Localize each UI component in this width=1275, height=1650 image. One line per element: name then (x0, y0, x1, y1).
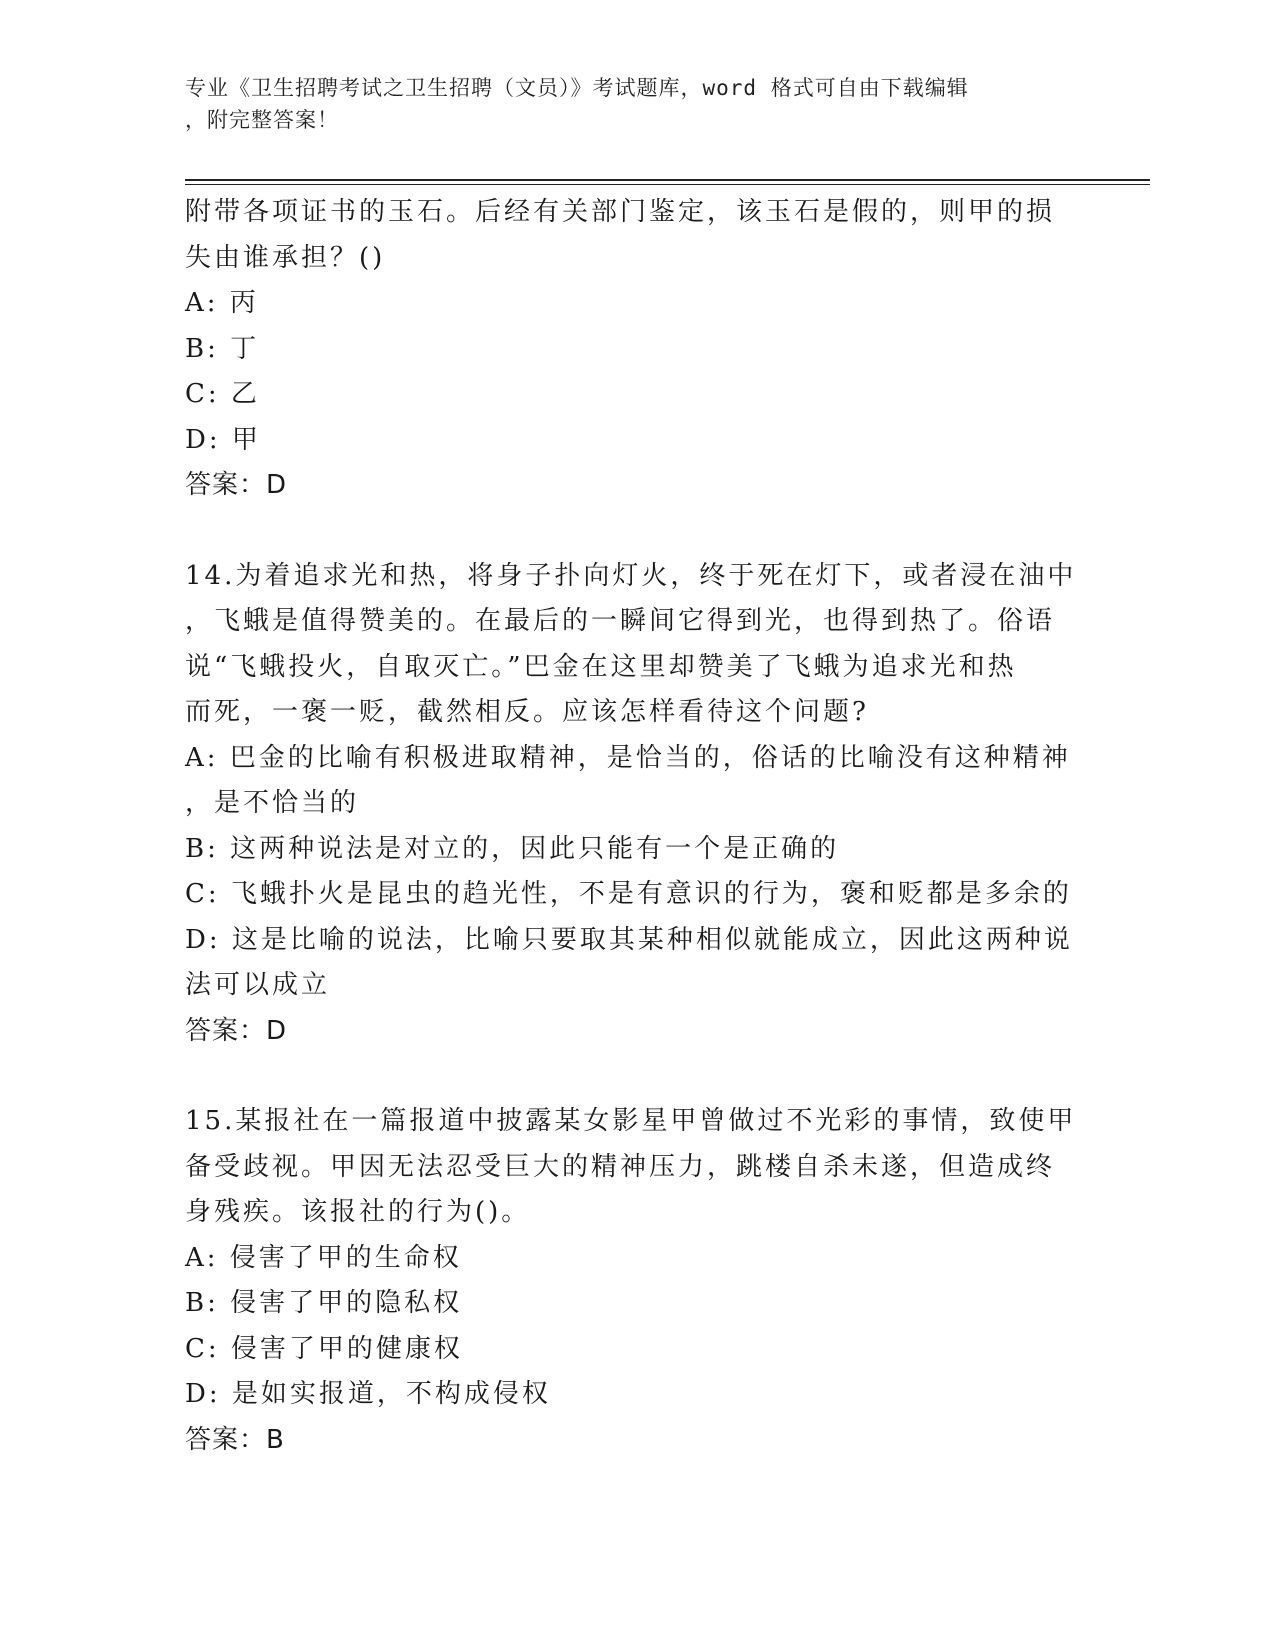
option-d-continued: 法可以成立 (185, 970, 331, 1000)
question-stem-line: 失由谁承担？() (185, 242, 386, 273)
spacer (185, 1054, 1085, 1099)
option-b: B: 这两种说法是对立的，因此只能有一个是正确的 (185, 833, 840, 864)
question-stem-line: 14.为着追求光和热，将身子扑向灯火，终于死在灯下，或者浸在油中 (185, 560, 1077, 591)
question-stem-line: 附带各项证书的玉石。后经有关部门鉴定，该玉石是假的，则甲的损 (185, 197, 1056, 227)
option-a: A: 侵害了甲的生命权 (185, 1242, 462, 1273)
option-c: C: 飞蛾扑火是昆虫的趋光性，不是有意识的行为，褒和贬都是多余的 (185, 879, 1072, 909)
question-stem-line: 身残疾。该报社的行为()。 (185, 1197, 531, 1227)
question-13 (185, 190, 1085, 509)
spacer (185, 509, 1085, 554)
header-line-1: 专业《卫生招聘考试之卫生招聘（文员）》考试题库，word 格式可自由下载编辑 (185, 76, 969, 100)
question-15 (185, 1099, 1085, 1463)
header-divider-thin (185, 184, 1150, 185)
option-d: D: 是如实报道，不构成侵权 (185, 1379, 551, 1409)
option-b: B: 侵害了甲的隐私权 (185, 1288, 463, 1318)
option-a: A: 巴金的比喻有积极进取精神，是恰当的，俗话的比喻没有这种精神 (185, 742, 1071, 773)
option-d: D: 甲 (185, 424, 261, 455)
option-b: B: 丁 (185, 333, 260, 364)
answer-line: 答案：B (185, 1424, 285, 1455)
option-d: D: 这是比喻的说法，比喻只要取其某种相似就能成立，因此这两种说 (185, 924, 1073, 955)
answer-line: 答案：D (185, 1015, 288, 1046)
question-stem-line: 备受歧视。甲因无法忍受巨大的精神压力，跳楼自杀未遂，但造成终 (185, 1151, 1056, 1182)
header-line-2: ，附完整答案！ (185, 108, 339, 132)
question-stem-line: 15.某报社在一篇报道中披露某女影星甲曾做过不光彩的事情，致使甲 (185, 1106, 1077, 1136)
option-c: C: 侵害了甲的健康权 (185, 1333, 463, 1364)
question-stem-line: 说“飞蛾投火，自取灭亡。”巴金在这里却赞美了飞蛾为追求光和热 (185, 651, 1017, 682)
document-header (185, 72, 1065, 136)
question-stem-line: ，飞蛾是值得赞美的。在最后的一瞬间它得到光，也得到热了。俗语 (185, 606, 1056, 636)
option-a-continued: ，是不恰当的 (185, 788, 360, 818)
option-c: C: 乙 (185, 379, 260, 409)
option-a: A: 丙 (185, 288, 259, 318)
answer-line: 答案：D (185, 470, 288, 500)
header-divider-thick (185, 179, 1150, 181)
question-list (185, 190, 1085, 1463)
question-14 (185, 554, 1085, 1055)
question-stem-line: 而死，一褒一贬，截然相反。应该怎样看待这个问题? (185, 697, 869, 727)
